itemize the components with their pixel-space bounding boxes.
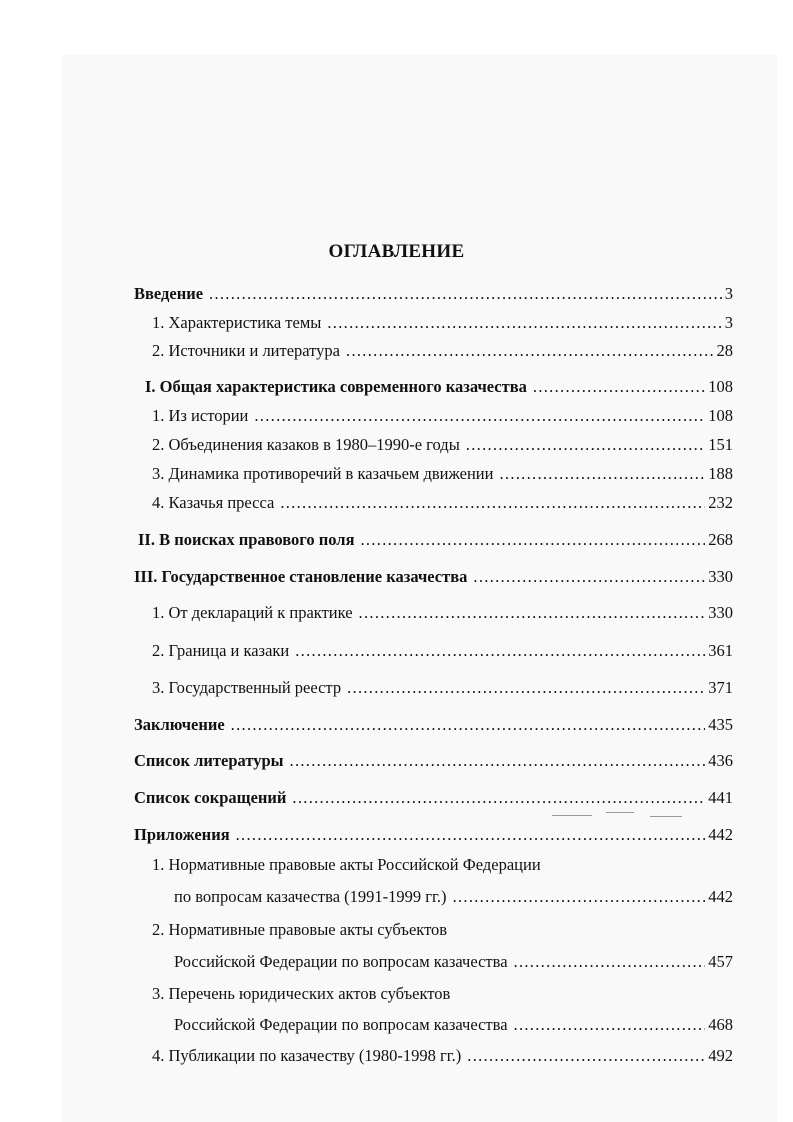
toc-page-number: 435	[708, 715, 733, 734]
toc-page-number: 442	[708, 825, 733, 844]
toc-leader	[231, 715, 706, 735]
toc-leader	[359, 603, 706, 623]
toc-entry-continuation: по вопросам казачества (1991-1999 гг.)	[174, 887, 447, 906]
toc-leader	[533, 377, 705, 397]
toc-entry-label: 1. От деклараций к практике	[152, 603, 353, 622]
toc-page-number: 468	[708, 1015, 733, 1034]
toc-entry-subtopic	[152, 493, 733, 513]
toc-leader	[514, 952, 706, 972]
toc-page-number: 3	[724, 284, 733, 303]
toc-entry-subtopic	[152, 435, 733, 455]
toc-entry-appendix-1	[174, 887, 733, 907]
toc-entry-label: 1. Из истории	[152, 406, 249, 425]
toc-entry-label: 1. Характеристика темы	[152, 313, 322, 332]
toc-entry-chapter-2	[138, 530, 733, 550]
toc-leader	[347, 678, 705, 698]
toc-entry-appendix-4	[152, 1046, 733, 1066]
toc-entry-appendix-2	[174, 952, 733, 972]
toc-page-number: 371	[708, 678, 733, 697]
toc-entry-label: III. Государственное становление казачества	[134, 567, 468, 586]
toc-entry-continuation: Российской Федерации по вопросам казачества	[174, 952, 508, 971]
toc-entry-label: I. Общая характеристика современного казачества	[145, 377, 527, 396]
scan-mark	[650, 816, 682, 817]
toc-page-number: 330	[708, 567, 733, 586]
toc-entry-chapter-1	[145, 377, 733, 397]
toc-leader	[467, 1046, 705, 1066]
toc-leader	[514, 1015, 706, 1035]
toc-page-number: 361	[708, 641, 733, 660]
toc-page-number: 3	[724, 313, 733, 332]
toc-page-number: 492	[708, 1046, 733, 1065]
toc-page-number: 108	[708, 406, 733, 425]
toc-entry-label: 3. Динамика противоречий в казачьем движении	[152, 464, 494, 483]
toc-entry-subtopic	[152, 406, 733, 426]
toc-leader	[327, 313, 721, 333]
toc-page-number: 268	[708, 530, 733, 549]
toc-entry-label: 1. Нормативные правовые акты Российской Федерации	[152, 855, 541, 874]
toc-page-number: 232	[708, 493, 733, 512]
toc-page-number: 28	[716, 341, 733, 360]
toc-entry-label: Введение	[134, 284, 204, 303]
toc-entry-introduction	[134, 284, 733, 304]
scan-mark	[552, 815, 592, 816]
toc-entry-label: 3. Перечень юридических актов субъектов	[152, 984, 451, 1003]
toc-entry-subtopic	[152, 464, 733, 484]
toc-leader	[209, 284, 722, 304]
toc-page-number: 188	[708, 464, 733, 483]
toc-entry-continuation: Российской Федерации по вопросам казачества	[174, 1015, 508, 1034]
toc-entry-label: 4. Казачья пресса	[152, 493, 275, 512]
toc-leader	[280, 493, 705, 513]
toc-entry-appendix-3	[174, 1015, 733, 1035]
toc-leader	[499, 464, 705, 484]
toc-leader	[466, 435, 705, 455]
toc-entry-subtopic	[152, 678, 733, 698]
toc-entry-bibliography	[134, 751, 733, 771]
toc-entry-label: Список литературы	[134, 751, 284, 770]
toc-entry-label: 3. Государственный реестр	[152, 678, 342, 697]
scan-mark	[606, 812, 634, 813]
toc-leader	[361, 530, 706, 550]
toc-entry-label: Заключение	[134, 715, 225, 734]
toc-entry-label: II. В поисках правового поля	[138, 530, 355, 549]
toc-entry-chapter-3	[134, 567, 733, 587]
toc-entry-subtopic	[152, 641, 733, 661]
toc-entry-label: 2. Граница и казаки	[152, 641, 290, 660]
page-title: ОГЛАВЛЕНИЕ	[328, 241, 465, 262]
toc-page-number: 436	[708, 751, 733, 770]
toc-entry-label: Приложения	[134, 825, 230, 844]
toc-page-number: 108	[708, 377, 733, 396]
toc-entry-label: 2. Нормативные правовые акты субъектов	[152, 920, 448, 939]
toc-entry-label: 2. Источники и литература	[152, 341, 341, 360]
toc-leader	[292, 788, 705, 808]
toc-page-number: 330	[708, 603, 733, 622]
toc-entry-label: 2. Объединения казаков в 1980–1990-е годы	[152, 435, 460, 454]
toc-entry-appendices	[134, 825, 733, 845]
toc-leader	[254, 406, 705, 426]
toc-leader	[473, 567, 705, 587]
toc-entry-subtopic	[152, 603, 733, 623]
toc-entry-subtopic	[152, 313, 733, 333]
toc-page-number: 441	[708, 788, 733, 807]
toc-entry-label: 4. Публикации по казачеству (1980-1998 гг.)	[152, 1046, 462, 1065]
toc-entry-conclusion	[134, 715, 733, 735]
toc-entry-subtopic	[152, 341, 733, 361]
toc-leader	[236, 825, 706, 845]
toc-page-number: 442	[708, 887, 733, 906]
toc-leader	[346, 341, 713, 361]
toc-entry-abbreviations	[134, 788, 733, 808]
toc-leader	[295, 641, 705, 661]
toc-leader	[290, 751, 706, 771]
toc-leader	[453, 887, 706, 907]
toc-page-number: 151	[708, 435, 733, 454]
toc-entry-label: Список сокращений	[134, 788, 287, 807]
toc-page-number: 457	[708, 952, 733, 971]
